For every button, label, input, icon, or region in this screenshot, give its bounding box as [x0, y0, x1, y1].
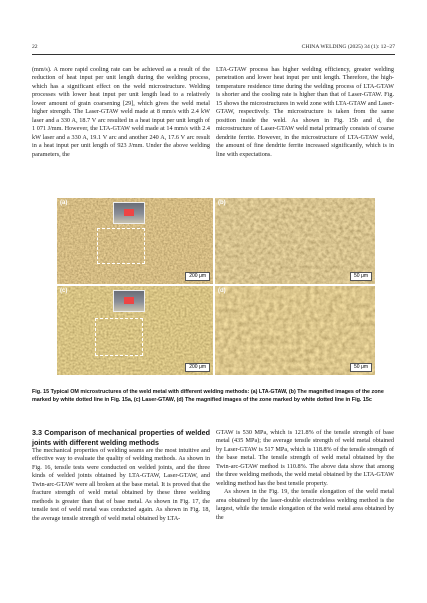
panel-label-a: (a)	[60, 200, 68, 206]
inset-marker	[124, 297, 134, 304]
scale-bar-a: 200 μm	[185, 272, 210, 281]
section-right-paragraph-1: GTAW is 530 MPa, which is 121.8% of the tensile strength of base metal (435 MPa); the average tensile strength of weld metal obtained by Laser-GTAW is 517 MPa, which is 118.8% of the tensile strength of the base metal. The tensile strength of weld metal obtained by the Twin-arc-GTAW method is 110.8%. The above data show that among the three welding methods, the weld metal obtained by the LTA-GTAW welding method has the best tensile property.	[216, 429, 394, 487]
journal-citation: CHINA WELDING (2025) 34 (1): 12−27	[301, 44, 395, 50]
page-number: 22	[32, 44, 38, 50]
micrograph-panel-d	[215, 286, 375, 375]
section-left-paragraph: The mechanical properties of welding seams are the most intuitive and effective way to evaluate the quality of welding methods. As shown in Fig. 16, tensile tests were conducted on welded joints, and the three kinds of welded joints obtained by LTA-GTAW, Laser-GTAW, and Twin-arc-GTAW were all broken at the base metal. It is proved that the fracture strength of weld metal obtained by these three welding methods is greater than that of base metal. As shown in Fig. 17, the tensile test of weld metal was conducted again. As shown in Fig. 18, the average tensile strength of weld metal obtained by LTA-	[32, 447, 210, 522]
scale-bar-c: 200 μm	[185, 363, 210, 372]
top-left-paragraph: (mm/s). A more rapid cooling rate can be achieved as a result of the reduction of heat input per unit length during the welding process, which has a significant effect on the weld microstructure. Welding processes with lower heat input per unit length lead to a relatively lower amount of grain coarsening [29], which gives the weld metal higher strength. The Laser-GTAW weld made at 8 mm/s with 2.4 kW laser and a 330 A, 18.7 V arc resulted in a heat input per unit length of 1 071 J/mm. However, the LTA-GTAW weld made at 14 mm/s with 2.4 kW laser and a 330 A, 19.1 V arc and another 240 A, 17.6 V arc result in a heat input per unit length of 923 J/mm. Under the above welding parameters, the	[32, 66, 210, 158]
zoom-region-box	[97, 228, 145, 264]
panel-label-d: (d)	[218, 288, 226, 294]
micrograph-panel-c	[57, 286, 213, 375]
zoom-region-box	[95, 318, 143, 356]
top-right-column	[216, 66, 394, 159]
micrograph-panel-a	[57, 198, 213, 284]
scale-bar-b: 50 μm	[350, 272, 372, 281]
header-rule	[32, 54, 395, 55]
micrograph-panel-b	[215, 198, 375, 284]
scale-bar-d: 50 μm	[350, 363, 372, 372]
section-right-paragraph-2: As shown in the Fig. 19, the tensile elongation of the weld metal area obtained by the laser-double electrodeless welding method is the largest, while the tensile elongation of the weld metal area obtained by the	[216, 488, 394, 521]
panel-label-b: (b)	[218, 200, 226, 206]
running-header	[32, 44, 395, 54]
section-heading: 3.3 Comparison of mechanical properties of welded joints with different welding methods	[32, 428, 210, 447]
top-right-paragraph: LTA-GTAW process has higher welding efficiency, greater welding penetration and lower heat input per unit length. Therefore, the high-temperature residence time during the welding process of LTA-GTAW is shorter and the cooling rate is higher than that of Laser-GTAW. Fig. 15 shows the microstructures in weld zone with LTA-GTAW and Laser-GTAW, respectively. The microstructure is taken from the same position inside the weld. As shown in Fig. 15b and d, the microstructure of Laser-GTAW weld metal primarily consists of coarse dendrite ferrite. However, in the microstructure of LTA-GTAW weld, the amount of fine dendrite ferrite increased significantly, which is in line with expectations.	[216, 66, 394, 158]
figure-caption: Fig. 15 Typical OM microstructures of the weld metal with different welding methods: (a) LTA-GTAW, (b) The magnified images of the zone marked by white dotted line in Fig. 15a, (c) Laser-GTAW, (d) The magnified images of the zone marked by white dotted line in Fig. 15c	[32, 389, 384, 403]
bottom-left-column	[32, 428, 210, 523]
weld-cross-section-inset	[113, 202, 145, 224]
weld-cross-section-inset	[113, 290, 145, 312]
figure-15	[57, 198, 375, 375]
inset-marker	[124, 209, 134, 216]
bottom-right-column	[216, 429, 394, 522]
micrograph-d-image	[215, 286, 375, 375]
top-left-column	[32, 66, 210, 159]
panel-label-c: (c)	[60, 288, 68, 294]
